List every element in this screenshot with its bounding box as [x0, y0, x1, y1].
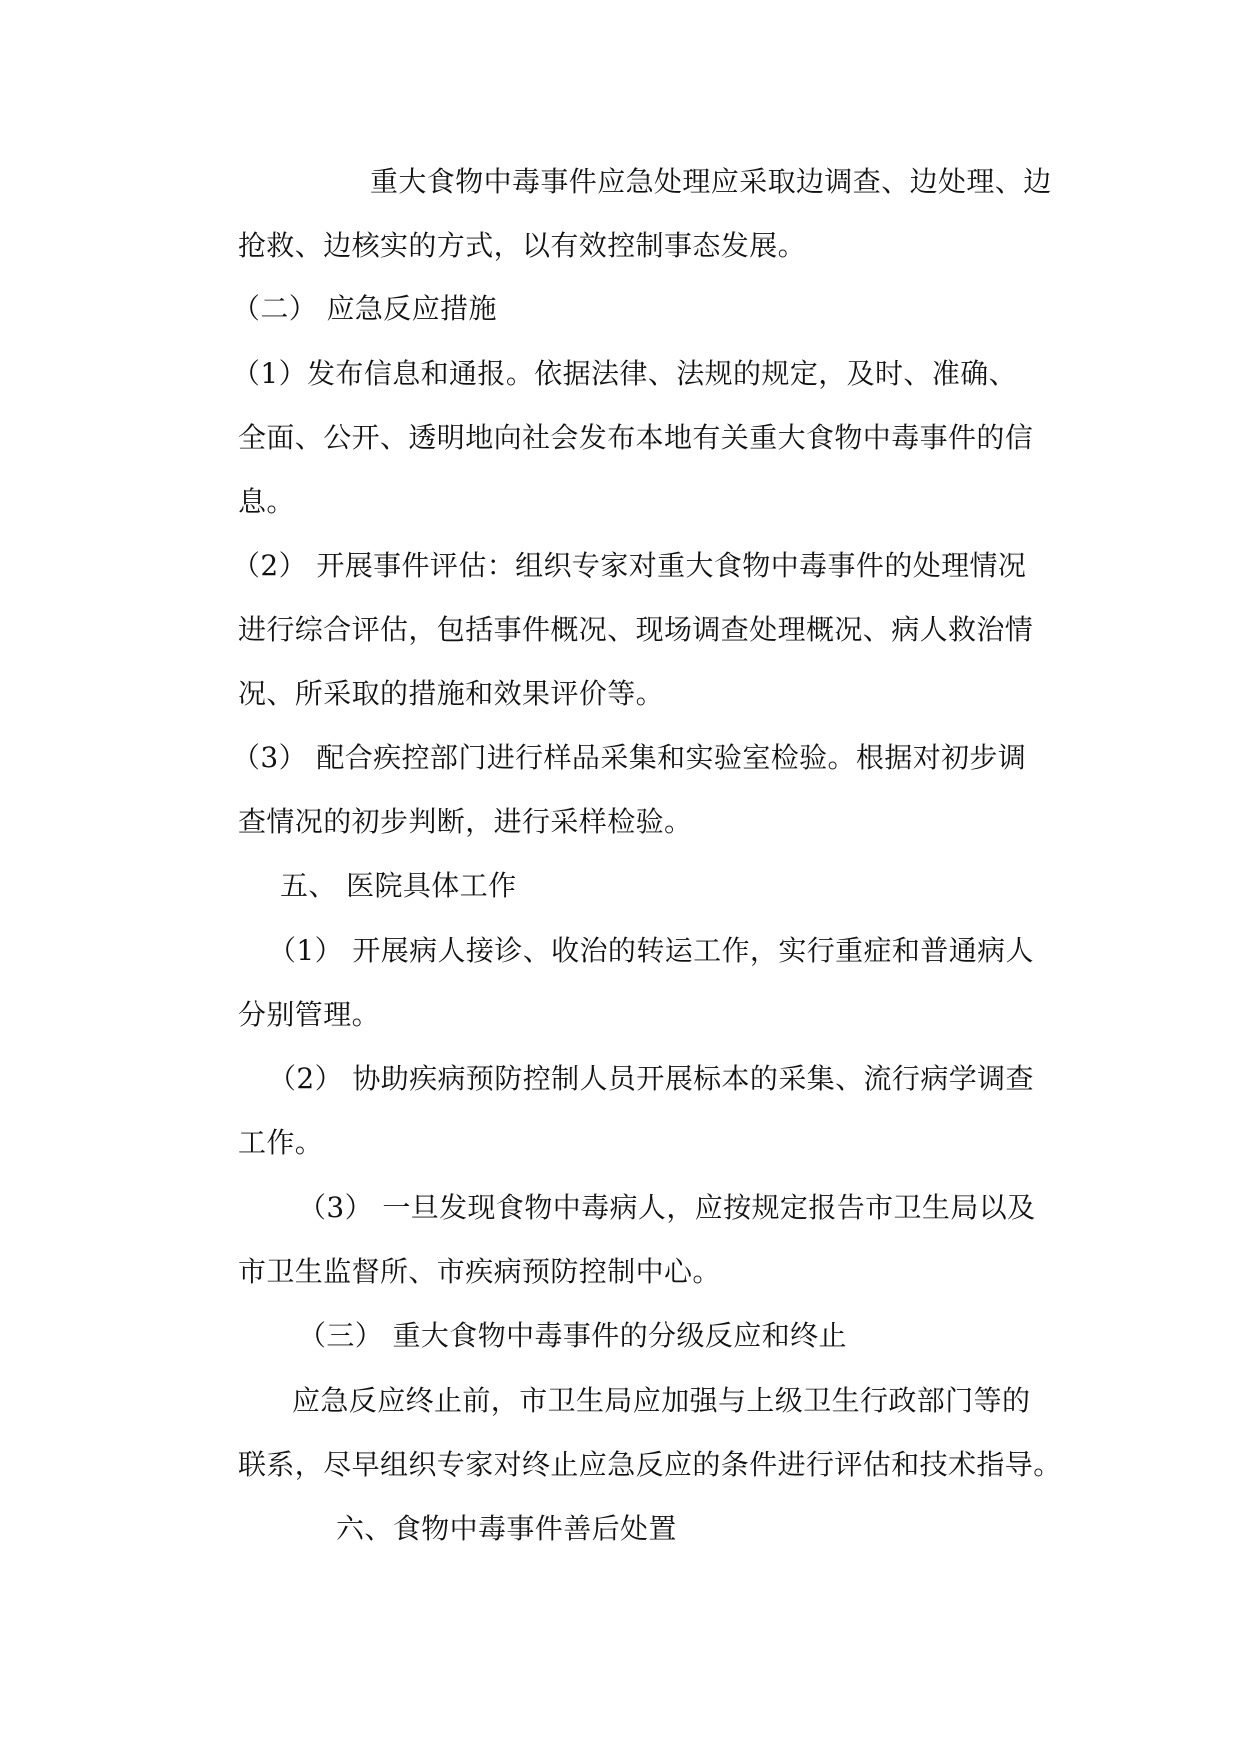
section-heading: 六、食物中毒事件善后处置: [336, 1512, 677, 1545]
paragraph-line: 进行综合评估，包括事件概况、现场调查处理概况、病人救治情: [238, 613, 1034, 646]
paragraph-line: 联系，尽早组织专家对终止应急反应的条件进行评估和技术指导。: [238, 1448, 1062, 1481]
paragraph-line: （3） 一旦发现食物中毒病人，应按规定报告市卫生局以及: [298, 1191, 1036, 1224]
paragraph-line: 应急反应终止前，市卫生局应加强与上级卫生行政部门等的: [292, 1384, 1031, 1417]
paragraph-line: （1）发布信息和通报。依据法律、法规的规定，及时、准确、: [232, 357, 1018, 390]
paragraph-line: 息。: [238, 485, 295, 518]
paragraph-line: 查情况的初步判断，进行采样检验。: [238, 805, 693, 838]
paragraph-line: 况、所采取的措施和效果评价等。: [238, 677, 665, 710]
paragraph-line: （1） 开展病人接诊、收治的转运工作，实行重症和普通病人: [268, 934, 1034, 967]
paragraph-line: 全面、公开、透明地向社会发布本地有关重大食物中毒事件的信: [238, 421, 1034, 454]
section-heading: 五、 医院具体工作: [280, 869, 517, 902]
paragraph-line: 市卫生监督所、市疾病预防控制中心。: [238, 1255, 721, 1288]
paragraph-line: （3） 配合疾控部门进行样品采集和实验室检验。根据对初步调: [232, 741, 1027, 774]
section-heading: （二） 应急反应措施: [232, 292, 497, 325]
paragraph-line: 分别管理。: [238, 998, 381, 1031]
paragraph-line: 重大食物中毒事件应急处理应采取边调查、边处理、边: [370, 165, 1052, 198]
section-heading: （三） 重大食物中毒事件的分级反应和终止: [298, 1319, 847, 1352]
paragraph-line: 工作。: [238, 1126, 324, 1159]
paragraph-line: （2） 开展事件评估：组织专家对重大食物中毒事件的处理情况: [232, 549, 1027, 582]
paragraph-line: （2） 协助疾病预防控制人员开展标本的采集、流行病学调查: [268, 1062, 1034, 1095]
paragraph-line: 抢救、边核实的方式，以有效控制事态发展。: [238, 229, 807, 262]
